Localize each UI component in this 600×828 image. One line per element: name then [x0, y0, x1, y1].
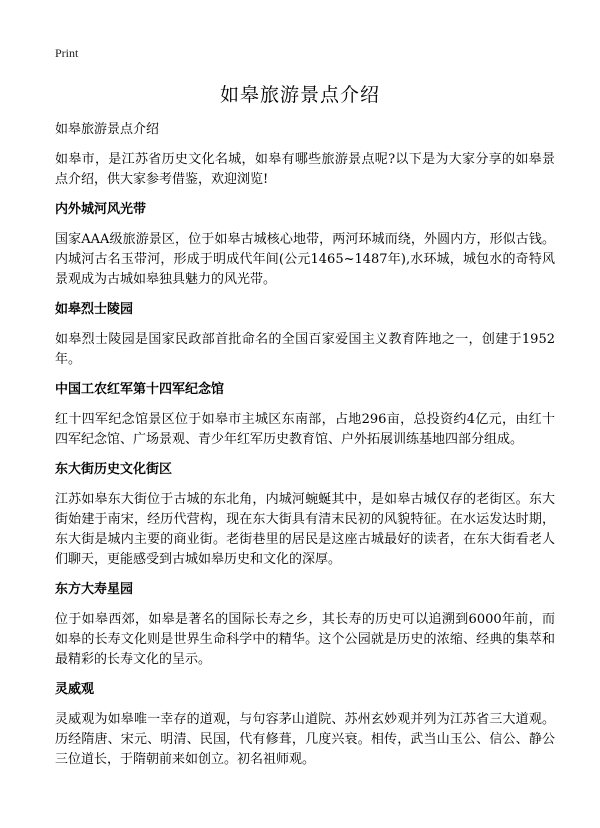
section-body: 江苏如皋东大街位于古城的东北角，内城河蜿蜒其中，是如皋古城仅存的老街区。东大街始建于南宋，经历代营构，现在东大街具有清末民初的风貌特征。在水运发达时期，东大街是城内主要的商业街。老街巷里的居民是这座古城最好的读者，在东大街看老人们聊天，更能感受到古城如皋历史和文化的深厚。: [55, 492, 555, 567]
section-5: [55, 580, 555, 670]
section-body: 位于如皋西郊，如皋是著名的国际长寿之乡，其长寿的历史可以追溯到6000年前，而如皋的长寿文化则是世界生命科学中的精华。这个公园就是历史的浓缩、经典的集萃和最精彩的长寿文化的呈示。: [55, 612, 555, 667]
document-content: [55, 120, 555, 780]
print-link[interactable]: Print: [55, 46, 79, 60]
section-heading: 东大街历史文化街区: [55, 462, 173, 477]
section-4: [55, 460, 555, 570]
section-heading: 如皋烈士陵园: [55, 302, 134, 317]
section-2: [55, 300, 555, 370]
section-heading: 东方大寿星园: [55, 582, 134, 597]
section-body: 国家AAA级旅游景区，位于如皋古城核心地带，两河环城而绕，外圆内方，形似古钱。内城河古名玉带河，形成于明成代年间(公元1465~1487年),水环城，城包水的奇特风景观成为古城如皋独具魅力的风光带。: [55, 232, 555, 287]
section-1: [55, 200, 555, 290]
section-heading: 内外城河风光带: [55, 202, 147, 217]
section-6: [55, 680, 555, 770]
section-heading: 中国工农红军第十四军纪念馆: [55, 382, 225, 397]
subtitle: 如皋旅游景点介绍: [55, 122, 160, 137]
intro-paragraph: 如皋市，是江苏省历史文化名城，如皋有哪些旅游景点呢?以下是为大家分享的如皋景点介绍，供大家参考借鉴，欢迎浏览!: [55, 152, 555, 187]
section-3: [55, 380, 555, 450]
section-body: 红十四军纪念馆景区位于如皋市主城区东南部，占地296亩，总投资约4亿元，由红十四军纪念馆、广场景观、青少年红军历史教育馆、户外拓展训练基地四部分组成。: [55, 412, 555, 447]
page-title: 如皋旅游景点介绍: [219, 84, 380, 106]
section-heading: 灵威观: [55, 682, 95, 697]
section-body: 如皋烈士陵园是国家民政部首批命名的全国百家爱国主义教育阵地之一，创建于1952年。: [55, 332, 555, 367]
section-body: 灵威观为如皋唯一幸存的道观，与句容茅山道院、苏州玄妙观并列为江苏省三大道观。历经隋唐、宋元、明清、民国，代有修葺，几度兴衰。相传，武当山玉公、信公、静公三位道长，于隋朝前来如创立。初名祖师观。: [55, 712, 555, 767]
